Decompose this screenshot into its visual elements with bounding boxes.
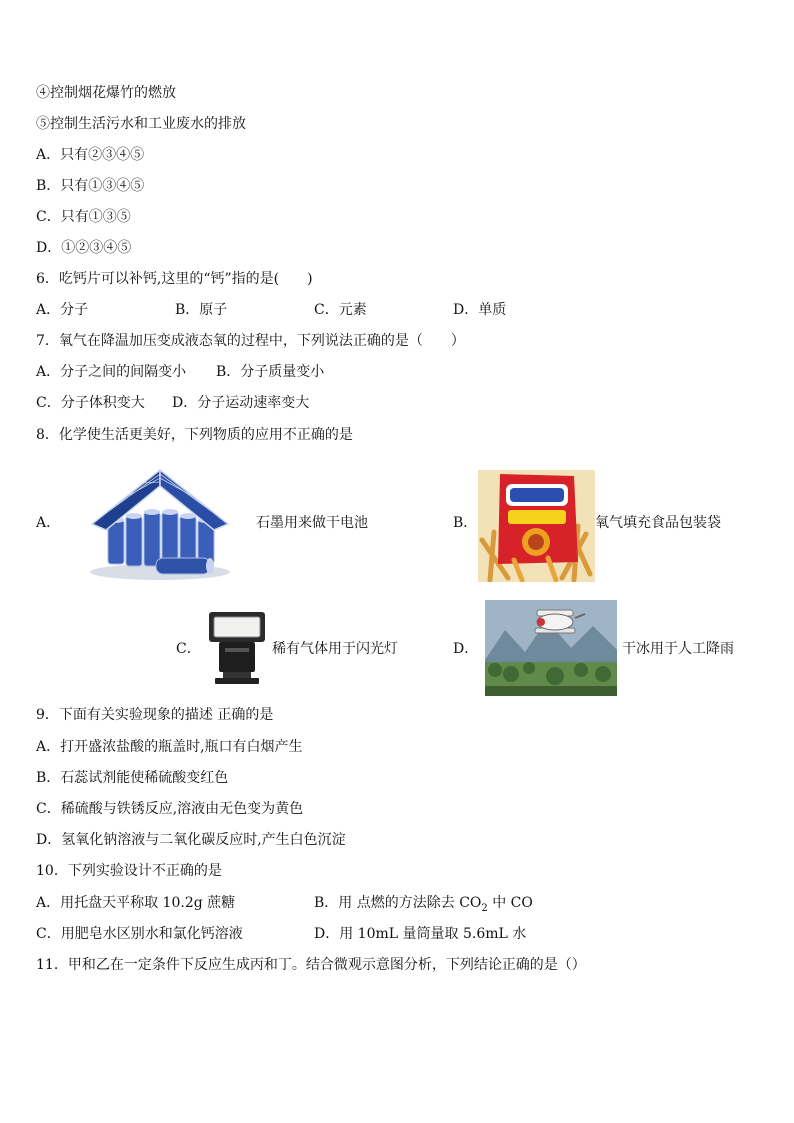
q8-option-a-letter: A． <box>36 515 61 531</box>
q10-option-b-post: 中 CO <box>487 895 533 911</box>
item-5: ⑤控制生活污水和工业废水的排放 <box>36 116 246 132</box>
q6-option-b: B．原子 <box>175 302 228 318</box>
q7-option-c: C．分子体积变大 <box>36 395 145 411</box>
snack-package-image <box>478 470 595 582</box>
q10-option-c: C．用肥皂水区别水和氯化钙溶液 <box>36 926 243 942</box>
solar-house-battery-image <box>86 466 234 582</box>
q11-stem: 11．甲和乙在一定条件下反应生成丙和丁。结合微观示意图分析，下列结论正确的是（） <box>36 957 586 973</box>
q5-option-c: C．只有①③⑤ <box>36 209 131 225</box>
q9-option-a: A．打开盛浓盐酸的瓶盖时,瓶口有白烟产生 <box>36 739 303 755</box>
q5-option-a: A．只有②③④⑤ <box>36 147 145 163</box>
q8-option-b-text: 氧气填充食品包装袋 <box>595 515 721 531</box>
q8-option-b-letter: B． <box>453 515 478 531</box>
q10-option-b-pre: B．用 点燃的方法除去 CO <box>314 895 482 911</box>
item-4: ④控制烟花爆竹的燃放 <box>36 85 176 101</box>
q9-option-d: D．氢氧化钠溶液与二氧化碳反应时,产生白色沉淀 <box>36 832 346 848</box>
q5-option-d: D．①②③④⑤ <box>36 240 132 256</box>
q8-option-d-text: 干冰用于人工降雨 <box>622 641 734 657</box>
q9-option-b: B．石蕊试剂能使稀硫酸变红色 <box>36 770 229 786</box>
q9-option-c: C．稀硫酸与铁锈反应,溶液由无色变为黄色 <box>36 801 304 817</box>
q8-option-a-text: 石墨用来做干电池 <box>256 515 368 531</box>
q6-stem: 6．吃钙片可以补钙,这里的“钙”指的是( ) <box>36 271 313 287</box>
q10-option-b <box>314 894 533 918</box>
q10-option-b-sub: 2 <box>481 902 488 914</box>
q5-option-b: B．只有①③④⑤ <box>36 178 145 194</box>
q8-option-d-letter: D． <box>453 641 479 657</box>
q6-option-c: C．元素 <box>314 302 367 318</box>
airplane-rain-image <box>485 600 617 696</box>
q6-option-a: A．分子 <box>36 302 89 318</box>
q10-option-a: A．用托盘天平称取 10.2g 蔗糖 <box>36 895 236 911</box>
q8-stem: 8．化学使生活更美好，下列物质的应用不正确的是 <box>36 427 353 443</box>
q10-option-d: D．用 10mL 量筒量取 5.6mL 水 <box>314 926 527 942</box>
q7-option-a: A．分子之间的间隔变小 <box>36 364 187 380</box>
q10-stem: 10．下列实验设计不正确的是 <box>36 863 222 879</box>
q8-option-c-text: 稀有气体用于闪光灯 <box>272 641 398 657</box>
q6-option-d: D．单质 <box>453 302 507 318</box>
q8-option-c-letter: C． <box>176 641 201 657</box>
q7-stem: 7．氧气在降温加压变成液态氧的过程中，下列说法正确的是（ ） <box>36 333 465 349</box>
q7-option-b: B．分子质量变小 <box>216 364 325 380</box>
q7-option-d: D．分子运动速率变大 <box>172 395 310 411</box>
q9-stem: 9．下面有关实验现象的描述 正确的是 <box>36 707 274 723</box>
camera-flash-image <box>205 610 269 690</box>
